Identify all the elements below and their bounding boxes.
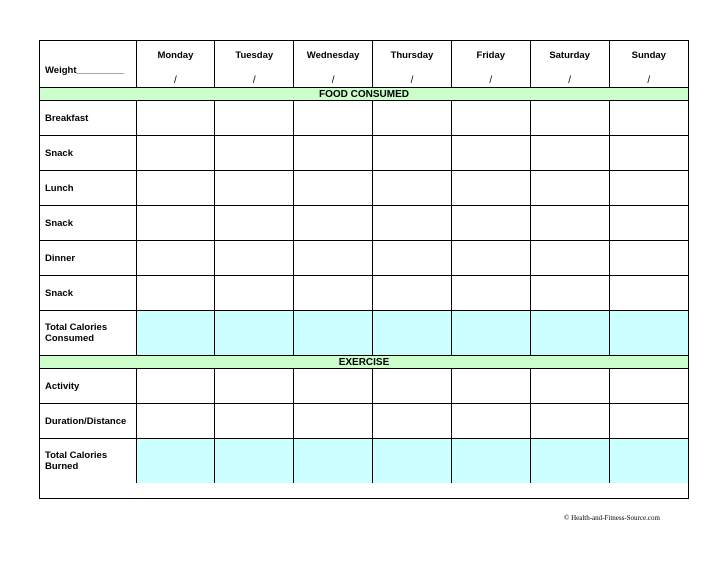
entry-cell[interactable]: [373, 369, 452, 404]
day-header-sunday: [609, 41, 688, 88]
row-label-snack: Snack: [40, 276, 136, 311]
entry-cell[interactable]: [451, 404, 530, 439]
entry-cell[interactable]: [294, 369, 373, 404]
entry-cell[interactable]: [451, 171, 530, 206]
entry-cell[interactable]: [373, 136, 452, 171]
total-cell[interactable]: [136, 439, 215, 484]
entry-cell[interactable]: [136, 206, 215, 241]
entry-cell[interactable]: [609, 404, 688, 439]
entry-cell[interactable]: [609, 101, 688, 136]
entry-cell[interactable]: [530, 101, 609, 136]
row-label-total-calories-burned: [40, 439, 136, 484]
entry-cell[interactable]: [373, 404, 452, 439]
entry-cell[interactable]: [609, 206, 688, 241]
row-label-dinner: Dinner: [40, 241, 136, 276]
entry-cell[interactable]: [373, 241, 452, 276]
food-consumed-heading: FOOD CONSUMED: [40, 88, 688, 101]
day-name: Sunday: [631, 50, 666, 61]
total-cell[interactable]: [373, 439, 452, 484]
entry-cell[interactable]: [215, 101, 294, 136]
entry-cell[interactable]: [530, 276, 609, 311]
total-cell[interactable]: [373, 311, 452, 356]
day-header-wednesday: [294, 41, 373, 88]
header-row: [40, 41, 688, 88]
day-date[interactable]: /: [489, 75, 493, 86]
entry-cell[interactable]: [609, 241, 688, 276]
total-cell[interactable]: [215, 311, 294, 356]
entry-cell[interactable]: [530, 206, 609, 241]
row-label-snack: Snack: [40, 206, 136, 241]
entry-cell[interactable]: [530, 404, 609, 439]
total-cell[interactable]: [451, 311, 530, 356]
entry-cell[interactable]: [530, 369, 609, 404]
entry-cell[interactable]: [609, 369, 688, 404]
entry-cell[interactable]: [294, 101, 373, 136]
day-name: Saturday: [549, 50, 590, 61]
day-date[interactable]: /: [331, 75, 335, 86]
day-name: Tuesday: [235, 50, 274, 61]
food-consumed-section-row: [40, 88, 688, 101]
total-cell[interactable]: [294, 439, 373, 484]
table-row: [40, 136, 688, 171]
row-label-activity: Activity: [40, 369, 136, 404]
entry-cell[interactable]: [136, 241, 215, 276]
day-date[interactable]: /: [568, 75, 572, 86]
row-label-lunch: Lunch: [40, 171, 136, 206]
entry-cell[interactable]: [136, 404, 215, 439]
entry-cell[interactable]: [136, 136, 215, 171]
day-date[interactable]: /: [252, 75, 256, 86]
entry-cell[interactable]: [294, 276, 373, 311]
entry-cell[interactable]: [294, 206, 373, 241]
food-exercise-log-table: [39, 40, 689, 499]
table-row: [40, 206, 688, 241]
entry-cell[interactable]: [609, 171, 688, 206]
day-header-tuesday: [215, 41, 294, 88]
total-cell[interactable]: [136, 311, 215, 356]
total-cell[interactable]: [609, 311, 688, 356]
entry-cell[interactable]: [215, 171, 294, 206]
total-cell[interactable]: [609, 439, 688, 484]
table-row: [40, 276, 688, 311]
entry-cell[interactable]: [373, 276, 452, 311]
entry-cell[interactable]: [530, 241, 609, 276]
total-cell[interactable]: [530, 311, 609, 356]
day-header-saturday: [530, 41, 609, 88]
table-row: [40, 369, 688, 404]
weight-label: Weight_________: [45, 65, 125, 76]
total-cell[interactable]: [530, 439, 609, 484]
entry-cell[interactable]: [215, 136, 294, 171]
day-name: Wednesday: [306, 50, 360, 61]
day-date[interactable]: /: [647, 75, 651, 86]
entry-cell[interactable]: [530, 136, 609, 171]
entry-cell[interactable]: [294, 136, 373, 171]
row-label-breakfast: Breakfast: [40, 101, 136, 136]
total-calories-burned-row: [40, 439, 688, 484]
table-row: [40, 404, 688, 439]
table-row: [40, 171, 688, 206]
row-label-total-calories-consumed: [40, 311, 136, 356]
total-label-line: Total Calories: [45, 450, 108, 461]
row-label-duration-distance: Duration/Distance: [40, 404, 136, 439]
entry-cell[interactable]: [136, 171, 215, 206]
day-name: Monday: [157, 50, 194, 61]
entry-cell[interactable]: [215, 206, 294, 241]
entry-cell[interactable]: [136, 101, 215, 136]
total-calories-consumed-row: [40, 311, 688, 356]
entry-cell[interactable]: [215, 276, 294, 311]
day-header-monday: [136, 41, 215, 88]
entry-cell[interactable]: [530, 171, 609, 206]
entry-cell[interactable]: [294, 404, 373, 439]
total-cell[interactable]: [294, 311, 373, 356]
entry-cell[interactable]: [451, 101, 530, 136]
entry-cell[interactable]: [215, 241, 294, 276]
entry-cell[interactable]: [215, 369, 294, 404]
entry-cell[interactable]: [451, 206, 530, 241]
row-label-snack: Snack: [40, 136, 136, 171]
day-date[interactable]: /: [174, 75, 177, 86]
entry-cell[interactable]: [215, 404, 294, 439]
entry-cell[interactable]: [451, 369, 530, 404]
exercise-section-row: [40, 356, 688, 369]
table-row: [40, 101, 688, 136]
entry-cell[interactable]: [294, 171, 373, 206]
copyright-notice: © Health-and-Fitness-Source.com: [564, 514, 660, 522]
total-label-line: Burned: [45, 461, 79, 472]
weight-cell[interactable]: [40, 41, 136, 88]
total-cell[interactable]: [451, 439, 530, 484]
day-name: Thursday: [390, 50, 434, 61]
entry-cell[interactable]: [373, 206, 452, 241]
entry-cell[interactable]: [451, 241, 530, 276]
entry-cell[interactable]: [373, 101, 452, 136]
entry-cell[interactable]: [451, 276, 530, 311]
entry-cell[interactable]: [451, 136, 530, 171]
day-header-thursday: [373, 41, 452, 88]
entry-cell[interactable]: [294, 241, 373, 276]
entry-cell[interactable]: [609, 136, 688, 171]
exercise-heading: EXERCISE: [40, 356, 688, 369]
total-label-line: Total Calories: [45, 322, 108, 333]
day-header-friday: [451, 41, 530, 88]
entry-cell[interactable]: [609, 276, 688, 311]
total-cell[interactable]: [215, 439, 294, 484]
table-row: [40, 241, 688, 276]
entry-cell[interactable]: [136, 369, 215, 404]
entry-cell[interactable]: [373, 171, 452, 206]
entry-cell[interactable]: [136, 276, 215, 311]
day-name: Friday: [476, 50, 506, 61]
day-date[interactable]: /: [410, 75, 414, 86]
total-label-line: Consumed: [45, 333, 95, 344]
